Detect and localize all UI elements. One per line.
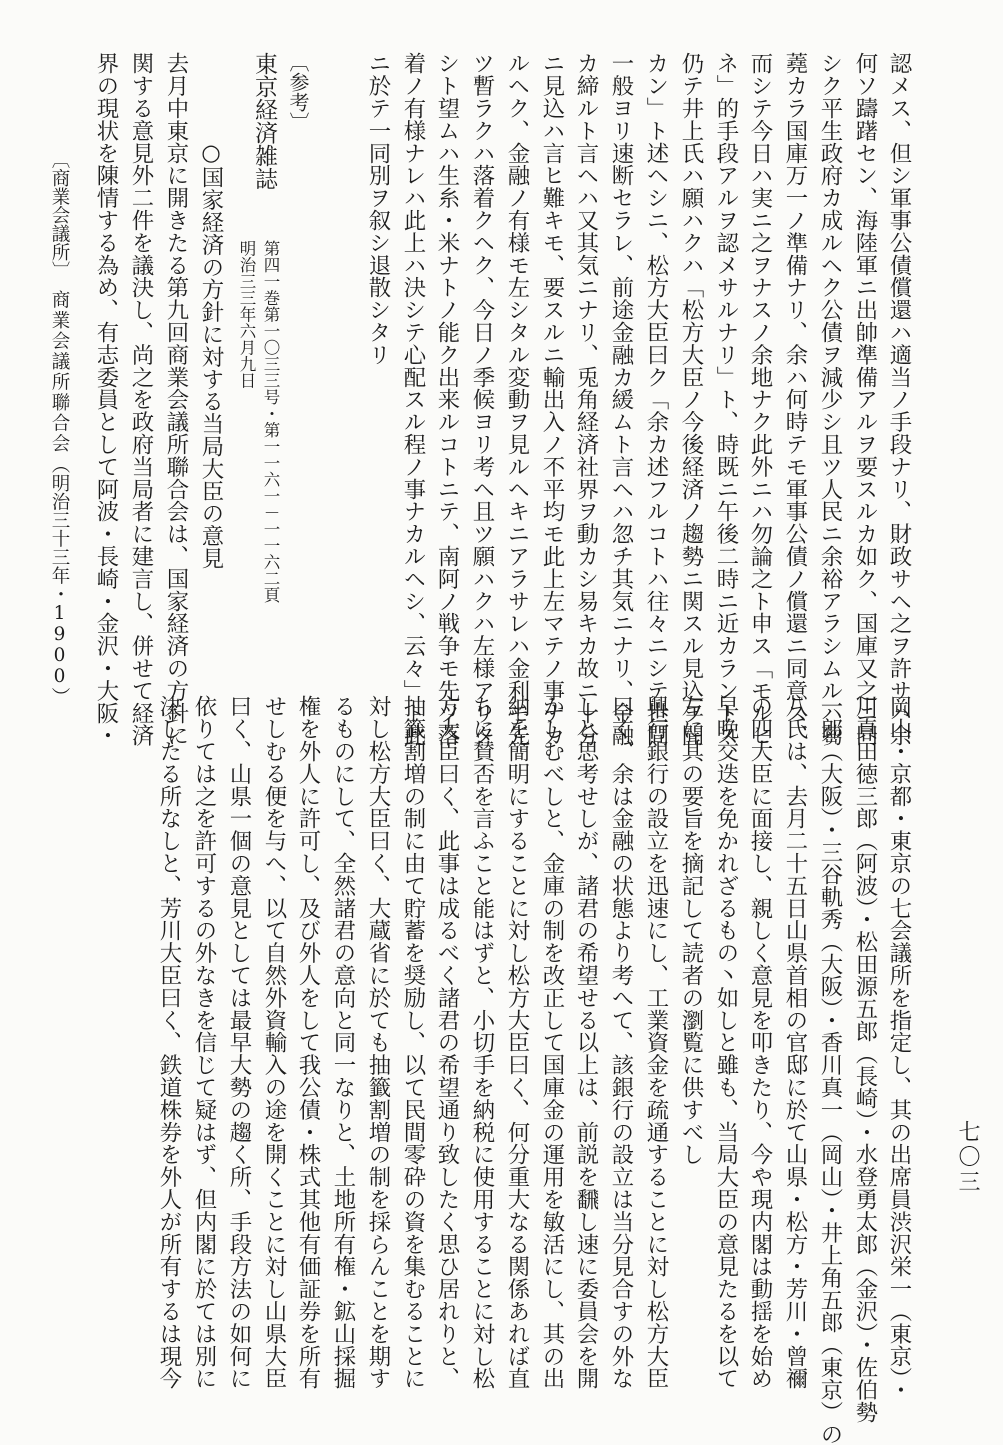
text-column: 興行銀行の設立を迅速にし、工業資金を疏通することに対し松方大臣 bbox=[643, 695, 669, 1390]
source-title: 東京経済雑誌 bbox=[251, 52, 277, 190]
text-column: 方大臣曰く、此事は成るべく諸君の希望通り致したく思ひ居れりと、 bbox=[434, 695, 460, 1390]
text-column: せしむる便を与へ、以て自然外資輸入の途を開くことに対し山県大臣 bbox=[261, 695, 287, 1390]
text-column: 何ソ躊躇セン、海陸軍ニ出帥準備アルヲ要スルカ如ク、国庫又之ニ同 bbox=[852, 52, 878, 747]
text-column: 納を簡明にすることに対し松方大臣曰く、何分重大なる関係あれば直 bbox=[504, 695, 530, 1390]
footer-year: （明治三十三年・1900） bbox=[49, 455, 70, 706]
text-column: 一般ヨリ速断セラレ、前途金融カ緩ムト言ヘハ忽チ其気ニナリ、金融 bbox=[608, 52, 634, 747]
text-column: シト望ムハ生糸・米ナトノ能ク出来ルコトニテ、南阿ノ戦争モ先ツ落 bbox=[434, 52, 460, 747]
text-column: 着ノ有様ナレハ此上ハ決シテ心配スル程ノ事ナカルヘシ、云々」ト此 bbox=[400, 52, 426, 747]
text-column: ニ見込ハ言ヒ難キモ、要スルニ輸出入ノ不平均モ此上左マテノ事ナカ bbox=[539, 52, 565, 747]
text-column: 川真田徳三郎（阿波）・松田源五郎（長崎）・水登勇太郎（金沢）・佐伯勢 bbox=[852, 695, 878, 1423]
text-column: 曰く、余は金融の状態より考へて、該銀行の設立は当分見合すの外な bbox=[608, 695, 634, 1390]
footer-section: 〔商業会議所〕 bbox=[49, 150, 70, 280]
text-column: ルヘク、金融ノ有様モ左シタル変動ヲ見ルヘキニアラサレハ金利モ先 bbox=[504, 52, 530, 747]
text-column: 権を外人に許可し、及び外人をして我公債・株式其他有価証券を所有 bbox=[295, 695, 321, 1390]
text-column: カ締ルト言ヘハ又其気ニナリ、兎角経済社界ヲ動カシ易キカ故ニ十分 bbox=[573, 52, 599, 747]
text-column: カン」ト述ヘシニ、松方大臣曰ク「余カ述フルコトハ往々ニシテ世間 bbox=[643, 52, 669, 747]
text-column: ニ於テ一同別ヲ叙シ退散シタリ bbox=[365, 52, 391, 366]
text-column: かしむべしと、金庫の制を改正して国庫金の運用を敏活にし、其の出 bbox=[539, 695, 565, 1390]
text-column: 仍テ井上氏ハ願ハクハ「松方大臣ノ今後経済ノ趨勢ニ関スル見込ヲ聞 bbox=[678, 52, 704, 747]
text-column: 八氏は、去月二十五日山県首相の官邸に於て山県・松方・芳川・曾禰 bbox=[782, 695, 808, 1390]
reference-tag: 〔参考〕 bbox=[286, 52, 310, 132]
text-column: の四大臣に面接し、親しく意見を叩きたり、今や現内閣は動揺を始め bbox=[747, 695, 773, 1390]
text-column: 関する意見外二件を議決し、尚之を政府当局者に建言し、併せて経済 bbox=[128, 52, 154, 747]
text-column: ネ」的手段アルヲ認メサルナリ」ト、時既ニ午後二時ニ近カラントス bbox=[713, 52, 739, 747]
text-column: ちに賛否を言ふこと能はずと、小切手を納税に使用することに対し松 bbox=[469, 695, 495, 1390]
source-date: 明治三三年六月九日 bbox=[237, 240, 256, 389]
text-column: 早晩交迭を免かれざるもの丶如しと雖も、当局大臣の意見たるを以て bbox=[713, 695, 739, 1390]
text-column: 而シテ今日ハ実ニ之ヲナスノ余地ナク此外ニハ勿論之ト申ス「モルヒ bbox=[747, 52, 773, 747]
text-column: ツ暫ラクハ落着クヘク、今日ノ季候ヨリ考ヘ且ツ願ハクハ左様アリタ bbox=[469, 52, 495, 747]
text-column: 依りては之を許可するの外なきを信じて疑はず、但内閣に於ては別に bbox=[191, 695, 217, 1390]
text-column: 左に其の要旨を摘記して読者の瀏覧に供すべし bbox=[678, 695, 704, 1166]
text-column: 蕘カラ国庫万一ノ準備ナリ、余ハ何時テモ軍事公債ノ償還ニ同意ス、 bbox=[782, 52, 808, 747]
text-column: 界の現状を陳情する為め、有志委員として阿波・長崎・金沢・大阪・ bbox=[93, 52, 119, 747]
text-column: シク平生政府カ成ルヘク公債ヲ減少シ且ツ人民ニ余裕アラシムルハ蒭 bbox=[817, 52, 843, 747]
page-number: 七〇三 bbox=[955, 1120, 980, 1195]
text-column: 対し松方大臣曰く、大蔵省に於ても抽籤割増の制を採らんことを期す bbox=[365, 695, 391, 1390]
text-column: しと思考せしが、諸君の希望せる以上は、前説を飜し速に委員会を開 bbox=[573, 695, 599, 1390]
text-column: 一郎（大阪）・三谷軌秀（大阪）・香川真一（岡山）・井上角五郎（東京）の bbox=[817, 695, 843, 1445]
text-column: 抽籤割増の制に由て貯蓄を奨励し、以て民間零砕の資を集むることに bbox=[400, 695, 426, 1390]
source-issue: 第四一巻第一〇三三号・第一一六一－一一六二頁 bbox=[261, 240, 280, 603]
text-column: 決したる所なしと、芳川大臣曰く、鉄道株券を外人が所有するは現今 bbox=[156, 695, 182, 1390]
article-heading: ○国家経済の方針に対する当局大臣の意見 bbox=[198, 140, 224, 570]
text-column: 曰く、山県一個の意見としては最早大勢の趨く所、手段方法の如何に bbox=[226, 695, 252, 1390]
text-column: 岡山・京都・東京の七会議所を指定し、其の出席員渋沢栄一（東京）・ bbox=[886, 695, 912, 1401]
text-column: 去月中東京に開きたる第九回商業会議所聯合会は、国家経済の方針に bbox=[163, 52, 189, 747]
text-column: 認メス、但シ軍事公債償還ハ適当ノ手段ナリ、財政サヘ之ヲ許サハ余 bbox=[886, 52, 912, 747]
footer-title: 商業会議所聯合会 bbox=[49, 290, 70, 454]
text-column: るものにして、全然諸君の意向と同一なりと、土地所有権・鉱山採掘 bbox=[330, 695, 356, 1390]
